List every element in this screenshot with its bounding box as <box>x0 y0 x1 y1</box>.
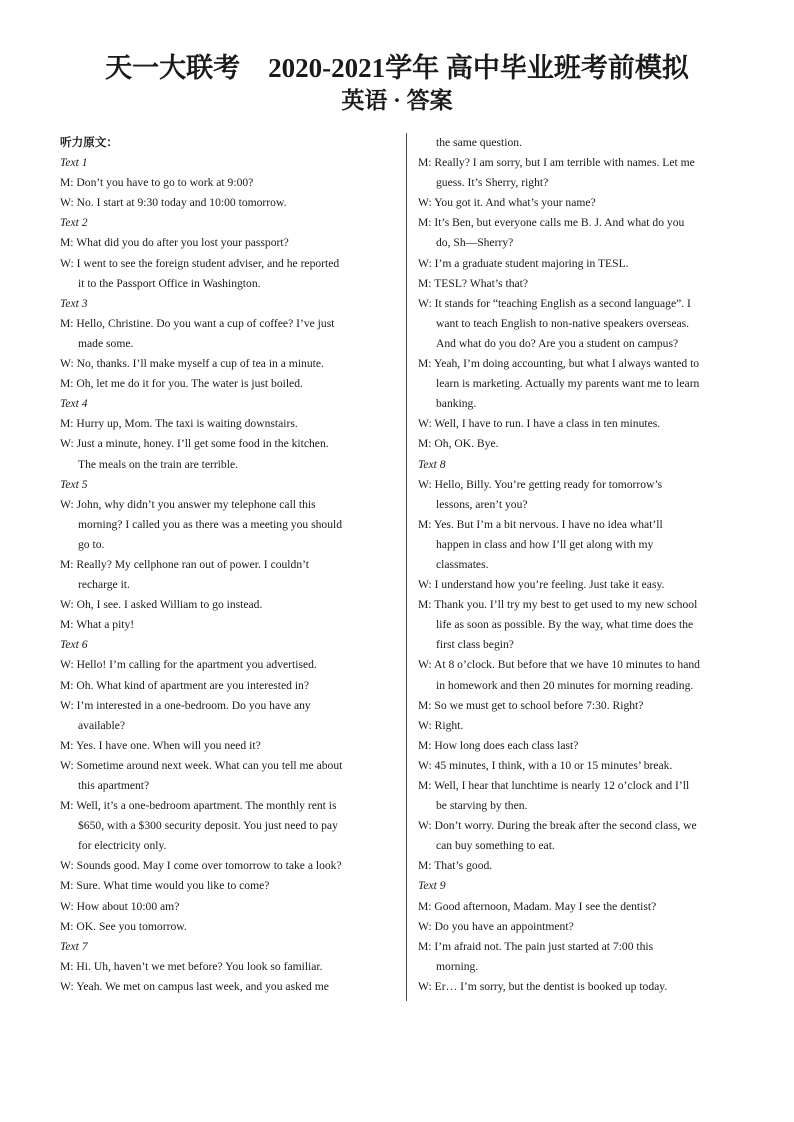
transcript-line: M: Yes. I have one. When will you need it? <box>60 738 261 752</box>
transcript-line: M: Sure. What time would you like to come? <box>60 879 270 893</box>
exam-title <box>0 52 794 84</box>
transcript-line: W: Yeah. We met on campus last week, and you asked me <box>60 979 329 993</box>
section-heading: Text 6 <box>60 638 88 652</box>
transcript-line: life as soon as possible. By the way, what time does the <box>436 618 694 632</box>
transcript-line: W: Sometime around next week. What can you tell me about <box>60 758 343 772</box>
transcript-line: M: I’m afraid not. The pain just started at 7:00 this <box>418 939 654 953</box>
transcript-line: W: John, why didn’t you answer my telephone call this <box>60 497 316 511</box>
transcript-line: M: Hi. Uh, haven’t we met before? You look so familiar. <box>60 959 323 973</box>
transcript-line: learn is marketing. Actually my parents want me to learn <box>436 377 700 391</box>
transcript-line: W: Do you have an appointment? <box>418 919 574 933</box>
right-column <box>418 133 753 997</box>
transcript-line: W: No, thanks. I’ll make myself a cup of tea in a minute. <box>60 357 324 371</box>
section-heading: Text 1 <box>60 156 88 170</box>
transcript-line: W: I understand how you’re feeling. Just take it easy. <box>418 578 665 592</box>
transcript-line: W: I’m interested in a one-bedroom. Do you have any <box>60 698 311 712</box>
transcript-line: W: Sounds good. May I come over tomorrow to take a look? <box>60 859 342 873</box>
transcript-label: 听力原文： <box>60 136 118 149</box>
transcript-line: W: 45 minutes, I think, with a 10 or 15 minutes’ break. <box>418 758 673 772</box>
transcript-line: W: It stands for “teaching English as a second language”. I <box>418 296 691 310</box>
exam-subtitle: 英语 · 答案 <box>341 88 453 113</box>
transcript-line: M: Oh, let me do it for you. The water is just boiled. <box>60 377 303 391</box>
transcript-line: go to. <box>78 537 105 551</box>
transcript-line: recharge it. <box>78 578 130 592</box>
transcript-line: this apartment? <box>78 779 150 792</box>
transcript-line: The meals on the train are terrible. <box>78 457 238 471</box>
transcript-line: M: That’s good. <box>418 859 493 873</box>
transcript-line: M: Hello, Christine. Do you want a cup of coffee? I’ve just <box>60 316 335 330</box>
section-heading: Text 7 <box>60 939 88 953</box>
transcript-line: for electricity only. <box>78 839 167 853</box>
section-heading: Text 4 <box>60 397 88 411</box>
transcript-line: W: How about 10:00 am? <box>60 899 180 913</box>
exam-title-name: 2020-2021学年 高中毕业班考前模拟 <box>268 53 689 83</box>
transcript-line: it to the Passport Office in Washington. <box>78 276 261 290</box>
transcript-line: M: Hurry up, Mom. The taxi is waiting downstairs. <box>60 417 298 431</box>
transcript-line: do, Sh—Sherry? <box>436 236 514 250</box>
transcript-line: M: Yeah, I’m doing accounting, but what I always wanted to <box>418 357 700 371</box>
section-heading: Text 2 <box>60 216 88 230</box>
transcript-line: made some. <box>78 336 134 350</box>
transcript-line: W: Oh, I see. I asked William to go instead. <box>60 598 263 612</box>
transcript-line: W: Just a minute, honey. I’ll get some food in the kitchen. <box>60 437 329 451</box>
transcript-line: M: Oh, OK. Bye. <box>418 437 499 451</box>
transcript-line: M: Well, it’s a one-bedroom apartment. The monthly rent is <box>60 799 337 813</box>
transcript-line: M: Don’t you have to go to work at 9:00? <box>60 176 254 190</box>
transcript-line: W: I’m a graduate student majoring in TESL. <box>418 256 629 270</box>
page-header <box>0 52 794 116</box>
transcript-line: banking. <box>436 397 477 411</box>
transcript-line: happen in class and how I’ll get along with my <box>436 537 654 551</box>
transcript-line: M: So we must get to school before 7:30. Right? <box>418 698 644 712</box>
transcript-line: available? <box>78 718 125 732</box>
transcript-line: M: Thank you. I’ll try my best to get used to my new school <box>418 598 698 612</box>
transcript-line: M: TESL? What’s that? <box>418 276 529 290</box>
section-heading: Text 5 <box>60 477 88 491</box>
transcript-line: first class begin? <box>436 638 514 652</box>
transcript-line: M: It’s Ben, but everyone calls me B. J. And what do you <box>418 216 685 230</box>
section-heading: Text 3 <box>60 296 88 310</box>
section-heading: Text 9 <box>418 879 446 893</box>
transcript-line: guess. It’s Sherry, right? <box>436 176 549 190</box>
transcript-line: M: How long does each class last? <box>418 738 579 752</box>
transcript-line: M: OK. See you tomorrow. <box>60 919 187 933</box>
transcript-line: be starving by then. <box>436 799 528 813</box>
transcript-line: lessons, aren’t you? <box>436 497 528 511</box>
transcript-line: morning? I called you as there was a meeting you should <box>78 517 343 531</box>
transcript-line: morning. <box>436 959 479 973</box>
transcript-line: W: I went to see the foreign student adviser, and he reported <box>60 256 340 270</box>
exam-title-org: 天一大联考 <box>105 53 241 83</box>
transcript-line: the same question. <box>436 136 522 149</box>
transcript-line: M: Well, I hear that lunchtime is nearly 12 o’clock and I’ll <box>418 779 690 792</box>
transcript-line: W: You got it. And what’s your name? <box>418 196 596 210</box>
transcript-line: W: Right. <box>418 718 464 732</box>
transcript-line: M: Yes. But I’m a bit nervous. I have no idea what’ll <box>418 517 663 531</box>
transcript-line: W: Well, I have to run. I have a class in ten minutes. <box>418 417 661 431</box>
transcript-line: W: No. I start at 9:30 today and 10:00 tomorrow. <box>60 196 287 210</box>
transcript-line: M: What a pity! <box>60 618 135 632</box>
transcript-line: in homework and then 20 minutes for morning reading. <box>436 678 694 692</box>
transcript-line: M: Really? I am sorry, but I am terrible with names. Let me <box>418 156 695 170</box>
section-heading: Text 8 <box>418 457 446 471</box>
transcript-line: W: Er… I’m sorry, but the dentist is booked up today. <box>418 979 668 993</box>
transcript-line: W: Hello, Billy. You’re getting ready for tomorrow’s <box>418 477 663 491</box>
transcript-line: W: At 8 o’clock. But before that we have 10 minutes to hand <box>418 658 700 672</box>
transcript-line: classmates. <box>436 557 489 571</box>
column-divider <box>406 133 407 1001</box>
transcript-line: M: What did you do after you lost your passport? <box>60 236 289 250</box>
transcript-line: M: Really? My cellphone ran out of power. I couldn’t <box>60 557 309 571</box>
transcript-line: M: Good afternoon, Madam. May I see the dentist? <box>418 899 657 913</box>
transcript-line: can buy something to eat. <box>436 839 555 853</box>
transcript-line: $650, with a $300 security deposit. You just need to pay <box>78 819 338 833</box>
transcript-line: want to teach English to non-native speakers overseas. <box>436 316 690 330</box>
transcript-line: W: Don’t worry. During the break after the second class, we <box>418 819 697 833</box>
transcript-line: And what do you do? Are you a student on campus? <box>436 336 679 350</box>
transcript-line: M: Oh. What kind of apartment are you interested in? <box>60 678 309 692</box>
transcript-line: W: Hello! I’m calling for the apartment you advertised. <box>60 658 317 672</box>
left-column <box>60 133 395 997</box>
